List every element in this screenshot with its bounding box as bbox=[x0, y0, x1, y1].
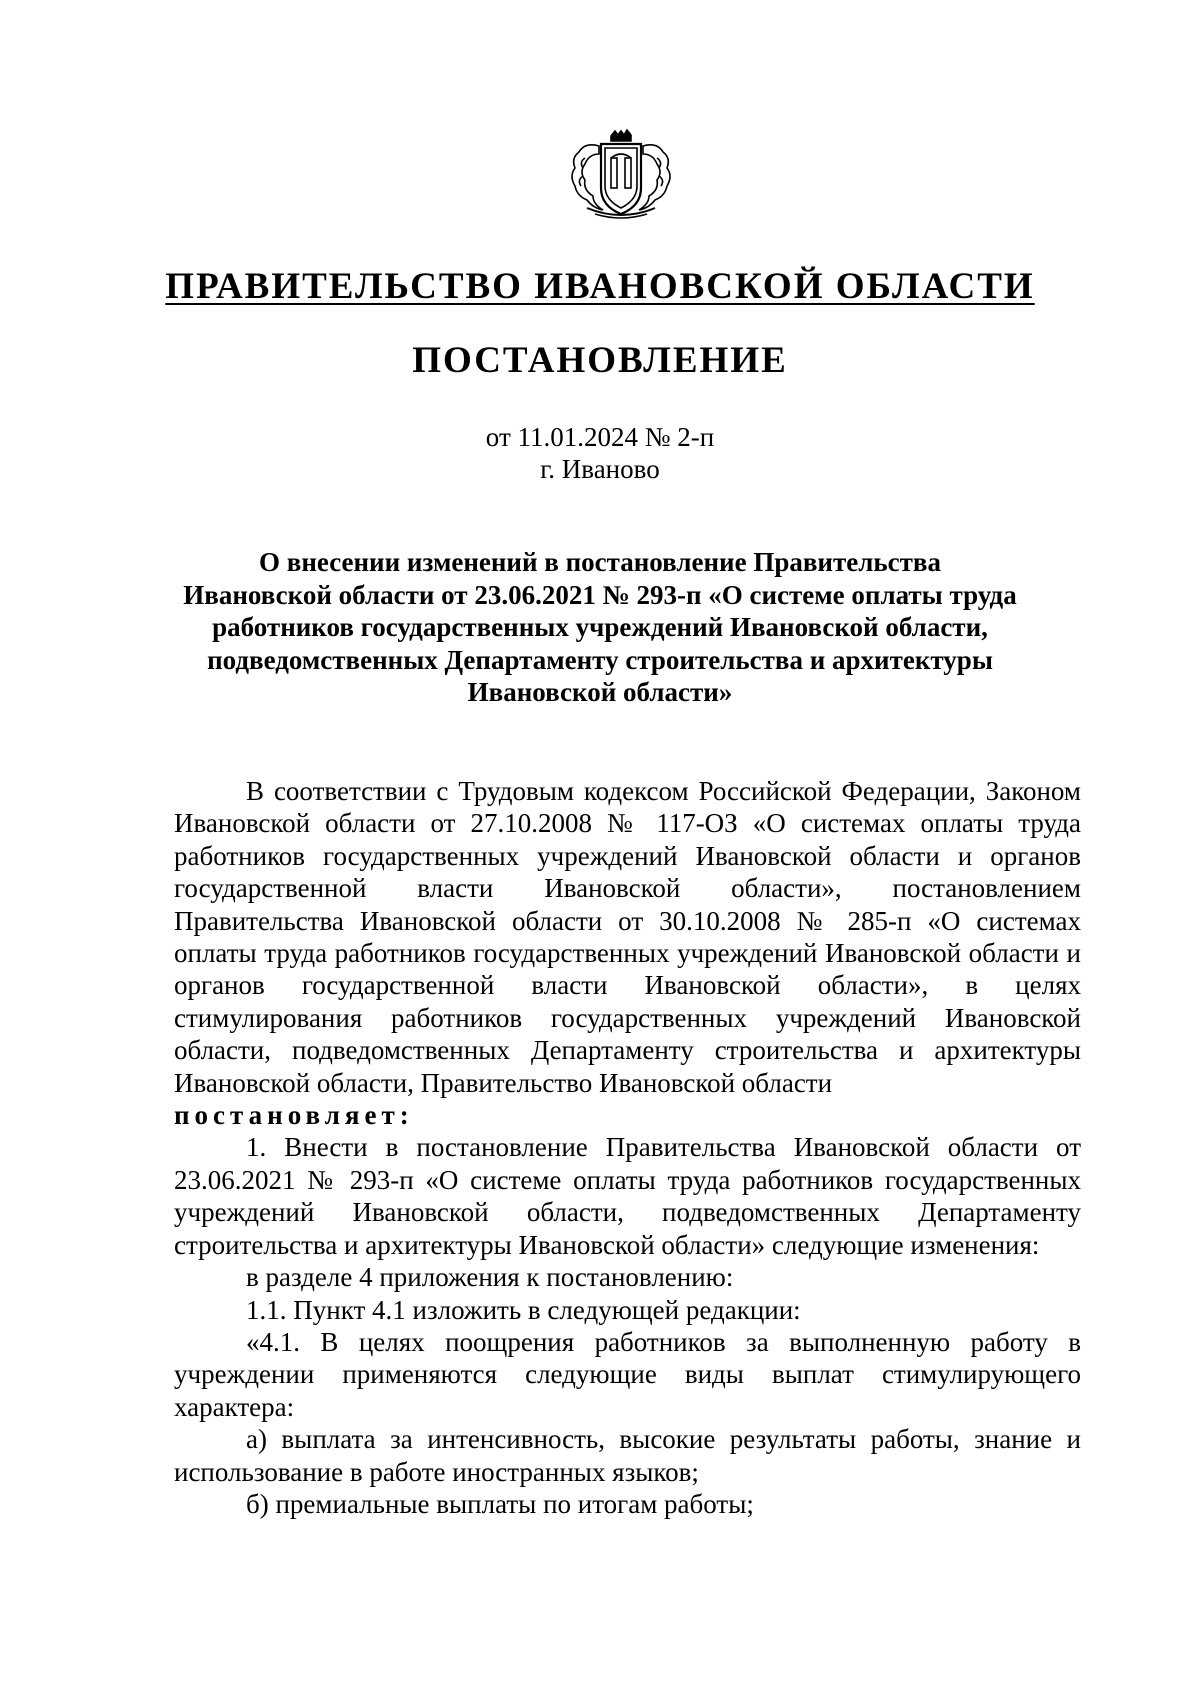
document-type: ПОСТАНОВЛЕНИЕ bbox=[412, 340, 788, 381]
government-name: ПРАВИТЕЛЬСТВО ИВАНОВСКОЙ ОБЛАСТИ bbox=[165, 266, 1035, 307]
section-reference: в разделе 4 приложения к постановлению: bbox=[246, 1262, 734, 1293]
list-item-a: а) выплата за интенсивность, высокие результаты работы, знание и использование в работе иностранных языков; bbox=[174, 1424, 1081, 1487]
list-item-b: б) премиальные выплаты по итогам работы; bbox=[246, 1488, 754, 1519]
city: г. Иваново bbox=[540, 454, 660, 484]
quoted-clause-4-1: «4.1. В целях поощрения работников за выполненную работу в учреждении применяются следующие виды выплат стимулирующего характера: bbox=[174, 1326, 1081, 1422]
resolves-word: постановляет: bbox=[174, 1100, 414, 1131]
subject-line: Ивановской области» bbox=[467, 677, 733, 707]
subject-line: работников государственных учреждений Ивановской области, bbox=[212, 612, 988, 642]
subject-line: Ивановской области от 23.06.2021 № 293-п «О системе оплаты труда bbox=[183, 579, 1017, 610]
item-1-1-paragraph: 1.1. Пункт 4.1 изложить в следующей редакции: bbox=[246, 1294, 801, 1325]
coat-of-arms-icon bbox=[555, 128, 687, 222]
date-and-number: от 11.01.2024 № 2-п bbox=[485, 422, 715, 452]
item-1-paragraph: 1. Внести в постановление Правительства Ивановской области от 23.06.2021 № 293-п «О системе оплаты труда работников государственных учреждений Ивановской области, подведомственных Департаменту строительства и архитектуры Ивановской области» следующие изменения: bbox=[174, 1132, 1081, 1260]
preamble-paragraph: В соответствии с Трудовым кодексом Российской Федерации, Законом Ивановской области от 27.10.2008 № 117-ОЗ «О системах оплаты труда работников государственных учреждений Ивановской области и органов государственной власти Ивановской области», постановлением Правительства Ивановской области от 30.10.2008 № 285-п «О системах оплаты труда работников государственных учреждений Ивановской области и органов государственной власти Ивановской области», в целях стимулирования работников государственных учреждений Ивановской области, подведомственных Департаменту строительства и архитектуры Ивановской области, Правительство Ивановской области bbox=[174, 776, 1081, 1098]
subject-line: О внесении изменений в постановление Правительства bbox=[259, 547, 941, 577]
document-body bbox=[174, 775, 1081, 1520]
subject-line: подведомственных Департаменту строительства и архитектуры bbox=[207, 644, 993, 675]
document-subject bbox=[150, 546, 1050, 709]
